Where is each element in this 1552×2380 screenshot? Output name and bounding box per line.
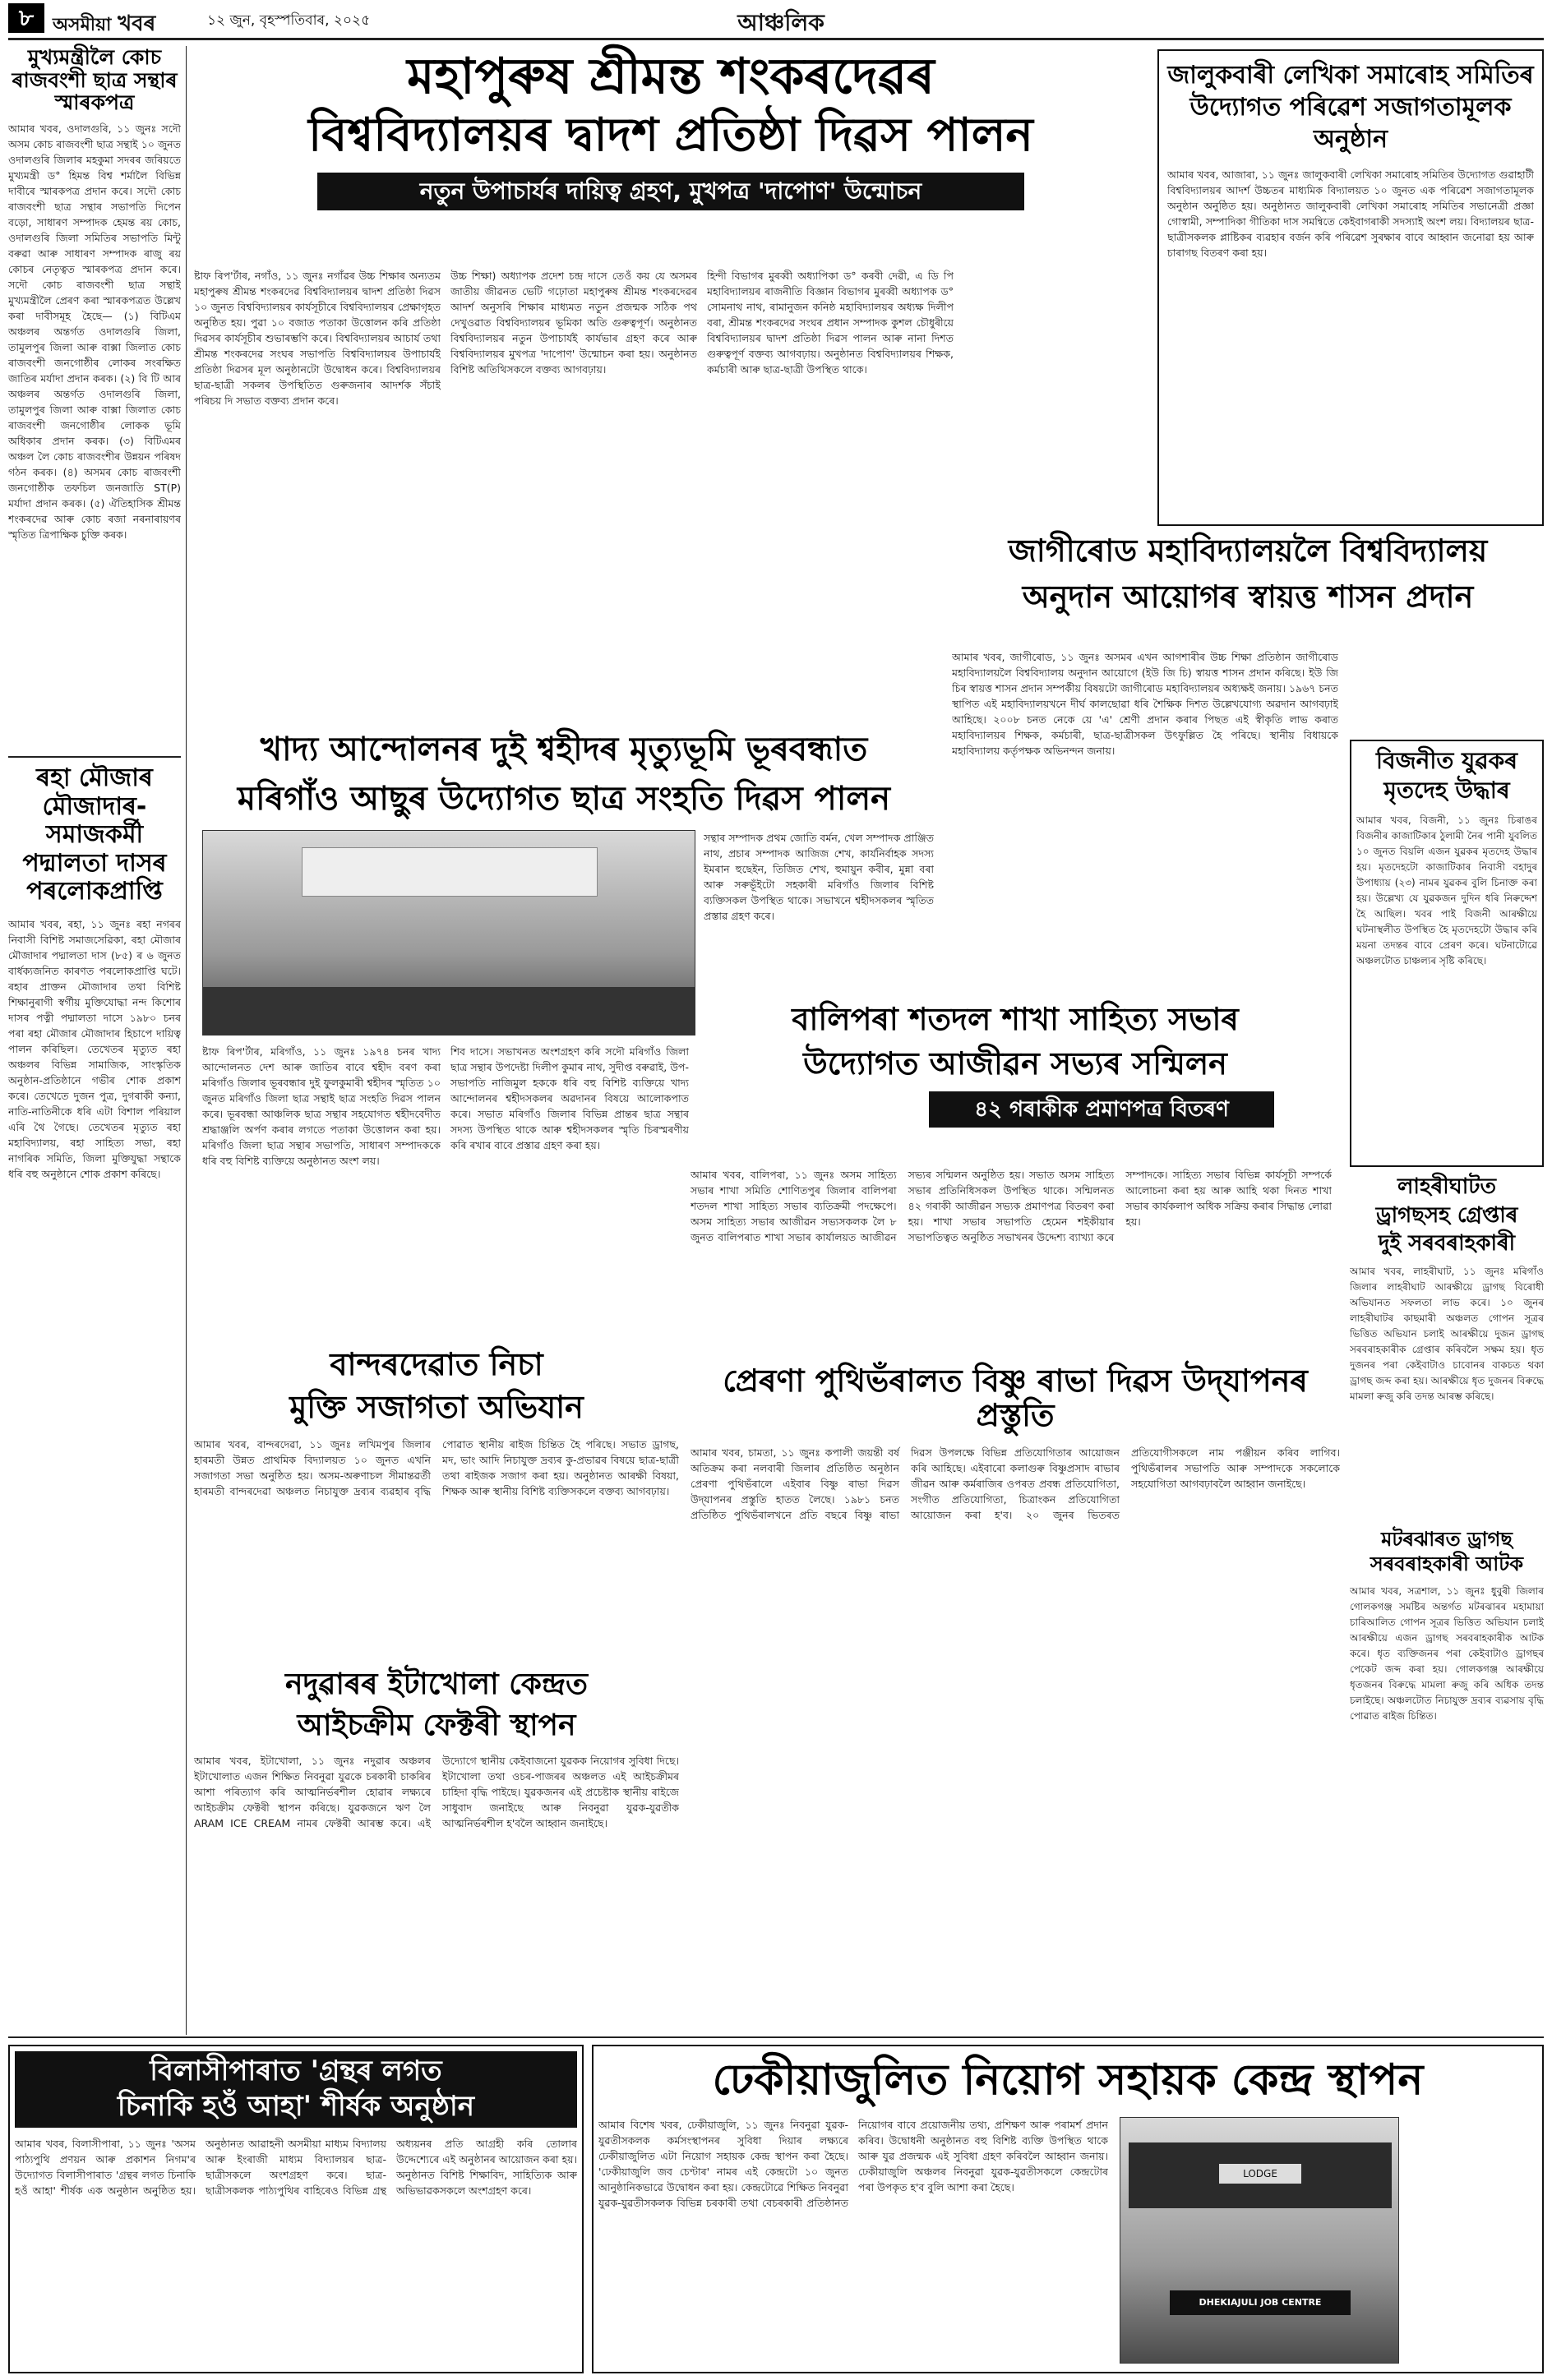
article-body: আমাৰ খবৰ, বিলাসীপাৰা, ১১ জুনঃ 'অসম পাঠ্যপুথি প্ৰণয়ন আৰু প্ৰকাশন নিগম'ৰ উদ্যোগত বিলাসীপাৰাত 'গ্ৰন্থৰ লগত চিনাকি হওঁ আহা' শীৰ্ষক এক অনুষ্ঠান অনুষ্ঠিত হয়। অনুষ্ঠানত আৱাহনী অসমীয়া মাধ্যম বিদ্যালয় আৰু ইংৰাজী মাধ্যম বিদ্যালয়ৰ ছাত্ৰ-ছাত্ৰীসকলে অংশগ্ৰহণ কৰে। ছাত্ৰ-ছাত্ৰীসকলক পাঠ্যপুথিৰ বাহিৰেও বিভিন্ন গ্ৰন্থ অধ্যয়নৰ প্ৰতি আগ্ৰহী কৰি তোলাৰ উদ্দেশ্যেৰে এই অনুষ্ঠানৰ আয়োজন কৰা হয়। অনুষ্ঠানত বিশিষ্ট শিক্ষাবিদ, সাহিত্যিক আৰু অভিভাৱকসকলে অংশগ্ৰহণ কৰে। — [15, 2137, 577, 2197]
article-column-1: ষ্টাফ ৰিপ'ৰ্টাৰ, নগাঁও, ১১ জুনঃ নগাঁৱৰ উচ্চ শিক্ষাৰ অন্যতম মহাপুৰুষ শ্ৰীমন্ত শংকৰদেৱ বিশ্ববিদ্যালয়ৰ দ্বাদশ প্ৰতিষ্ঠা দিৱস ১০ জুনত বিশ্ববিদ্যালয়ৰ কাৰ্যসূচীৰে বিশ্ববিদ্যালয়ৰ প্ৰেক্ষাগৃহত অনুষ্ঠিত হয়। পুৱা ১০ বজাত পতাকা উত্তোলন কৰি প্ৰতিষ্ঠা দিৱসৰ কাৰ্যসূচীৰ শুভাৰম্ভণি কৰে। বিশ্ববিদ্যালয়ৰ আচাৰ্য তথা শ্ৰীমন্ত শংকৰদেৱ সংঘৰ সভাপতি বিশ্ববিদ্যালয়ৰ উপাচাৰ্যই প্ৰতিষ্ঠা দিৱসৰ মূল অনুষ্ঠানটো উদ্বোধন কৰে। বিশ্ববিদ্যালয়ৰ ছাত্ৰ-ছাত্ৰী সকলৰ উপস্থিতিত গুৰুজনাৰ আদৰ্শক সঁচাই পৰিচয় দি সভাত বক্তব্য প্ৰদান কৰে। — [194, 270, 441, 407]
divider — [8, 756, 181, 758]
masthead-rule — [8, 38, 1544, 40]
article-cm-cooch — [8, 46, 181, 753]
article-prerana — [691, 1364, 1340, 1874]
headline-line1: খাদ্য আন্দোলনৰ দুই শ্বহীদৰ মৃত্যুভূমি ভূৰবন্ধাত — [260, 731, 868, 768]
headline-line2: অনুদান আয়োগৰ স্বায়ত্ত শাসন প্ৰদান — [1022, 578, 1474, 615]
headline-line2: বিশ্ববিদ্যালয়ৰ দ্বাদশ প্ৰতিষ্ঠা দিৱস পালন — [308, 108, 1033, 162]
article-body: আমাৰ খবৰ, সত্ৰশাল, ১১ জুনঃ ধুবুৰী জিলাৰ গোলকগঞ্জ সমষ্টিৰ অন্তৰ্গত মটৰঝাৰৰ মহামায়া চাৰিআলিত গোপন সূত্ৰৰ ভিত্তিত অভিযান চলাই আৰক্ষীয়ে এজন ড্ৰাগছ সৰবৰাহকাৰীক আটক কৰে। ধৃত ব্যক্তিজনৰ পৰা কেইবাটাও ড্ৰাগছৰ পেকেট জব্দ কৰা হয়। গোলকগঞ্জ আৰক্ষীয়ে ধৃতজনৰ বিৰুদ্ধে মামলা ৰুজু কৰি অধিক তদন্ত চলাইছে। অঞ্চলটোত নিচাযুক্ত দ্ৰব্যৰ ব্যৱসায় বৃদ্ধি পোৱাত ৰাইজ চিন্তিত। — [1350, 1584, 1544, 1722]
job-centre-photo — [1120, 2117, 1399, 2364]
article-body: আমাৰ খবৰ, বিজনী, ১১ জুনঃ চিৰাঙৰ বিজনীৰ কাজাটিকাৰ ঠুলামী নৈৰ পানী যুবলিত ১০ জুনত বিয়লি এজন যুৱকৰ মৃতদেহ উদ্ধাৰ হয়। মৃতদেহটো কাজাটিকাৰ নিবাসী বহাদুৰ উপাধ্যায় (২৩) নামৰ যুৱকৰ বুলি চিনাক্ত কৰা হয়। উল্লেখ্য যে যুৱকজন দুদিন ধৰি নিৰুদ্দেশ হৈ আছিল। খবৰ পাই বিজনী আৰক্ষীয়ে ঘটনাস্থলীত উপস্থিত হৈ মৃতদেহটো উদ্ধাৰ কৰি ময়না তদন্তৰ বাবে প্ৰেৰণ কৰে। ঘটনাটোৱে অঞ্চলটোত চাঞ্চল্যৰ সৃষ্টি কৰিছে। — [1356, 814, 1537, 966]
article-lahorighat — [1350, 1175, 1544, 1520]
article-jagiroad-body: আমাৰ খবৰ, জাগীৰোড, ১১ জুনঃ অসমৰ এখন আগশাৰীৰ উচ্চ শিক্ষা প্ৰতিষ্ঠান জাগীৰোড মহাবিদ্যালয়লৈ বিশ্ববিদ্যালয় অনুদান আয়োগে (ইউ জি চি) স্বায়ত্ত শাসন প্ৰদান কৰিছে। ইউ জি চিৰ স্বায়ত্ত শাসন প্ৰদান সম্পৰ্কীয় বিষয়টো জাগীৰোড মহাবিদ্যালয়ৰ অধ্যক্ষই জনায়। ১৯৬৭ চনত স্থাপিত এই মহাবিদ্যালয়খনে দীৰ্ঘ কালছোৱা ধৰি শৈক্ষিক দিশত উল্লেখযোগ্য অৱদান আগবঢ়াই আহিছে। ২০০৮ চনত নেকে য়ে 'এ' শ্ৰেণী প্ৰদান কৰাৰ পিছত এই স্বীকৃতি লাভ কৰাত মহাবিদ্যালয়ৰ শিক্ষক, কৰ্মচাৰী, ছাত্ৰ-ছাত্ৰীসকল উৎফুল্লিত হৈ পৰিছে। স্থানীয় বিধায়কে মহাবিদ্যালয় কৰ্তৃপক্ষক অভিনন্দন জনায়। — [952, 651, 1338, 757]
masthead — [0, 0, 1552, 36]
headline: জালুকবাৰী লেখিকা সমাৰোহ সমিতিৰ উদ্যোগত পৰিৱেশ সজাগতামূলক অনুষ্ঠান — [1167, 61, 1534, 154]
divider — [8, 2036, 1544, 2038]
headline-block — [15, 2051, 577, 2128]
event-photo — [202, 830, 695, 1035]
article-baliphara — [691, 1003, 1340, 1348]
headline-line2: চিনাকি হওঁ আহা' শীৰ্ষক অনুষ্ঠান — [117, 2090, 475, 2124]
section-name: আঞ্চলিক — [737, 9, 824, 36]
page-number: ৮ — [8, 3, 44, 33]
building-sign: LODGE — [1219, 2164, 1301, 2184]
headline: বিজনীত যুৱকৰ মৃতদেহ উদ্ধাৰ — [1376, 747, 1517, 805]
headline: ৰহা মৌজাৰ মৌজাদাৰ-সমাজকৰ্মী পদ্মালতা দাসৰ পৰলোকপ্ৰাপ্তি — [22, 763, 167, 906]
paper-name-a: অসমীয়া — [53, 15, 112, 35]
headline-line1: জাগীৰোড মহাবিদ্যালয়লৈ বিশ্ববিদ্যালয় — [1008, 533, 1488, 569]
article-body: আমাৰ খবৰ, ওদালগুৰি, ১১ জুনঃ সদৌ অসম কোচ ৰাজবংশী ছাত্ৰ সন্থাই ১০ জুনত ওদালগুৰি জিলাৰ মহকুমা সদৰৰ জৰিয়তে মুখ্যমন্ত্ৰী ড° হিমন্ত বিশ্ব শৰ্মালৈ বিভিন্ন দাবীৰে স্মাৰকপত্ৰ প্ৰদান কৰে। সদৌ কোচ ৰাজবংশী ছাত্ৰ সন্থাৰ সভাপতি দিপেন বড়ো, সাধাৰণ সম্পাদক হেমন্ত ৰয় কোচ, ওদালগুৰি জিলা সমিতিৰ সভাপতি মিন্টু বৰুৱা আৰু সাধাৰণ সম্পাদক ৰাজু ৰয় কোচৰ নেতৃত্বত স্মাৰকপত্ৰ প্ৰদান কৰে। সদৌ কোচ ৰাজবংশী ছাত্ৰ সন্থাই মুখ্যমন্ত্ৰীলৈ প্ৰেৰণ কৰা স্মাৰকপত্ৰত উল্লেখ কৰা দাবীসমূহ হৈছে— (১) বিটিএম অঞ্চলৰ অন্তৰ্গত ওদালগুৰি জিলা, তামুলপুৰ জিলা আৰু বাক্সা জিলাত কোচ ৰাজবংশী জনগোষ্ঠীৰ লোকৰ সংৰক্ষিত জাতিৰ মৰ্যাদা প্ৰদান কৰক। (২) বি টি আৰ অঞ্চলৰ অন্তৰ্গত ওদালগুৰি জিলা, তামুলপুৰ জিলা আৰু বাক্সা জিলাত কোচ ৰাজবংশী জনগোষ্ঠীৰ লোকক ভূমি অধিকাৰ প্ৰদান কৰক। (৩) বিটিএমৰ অঞ্চল লৈ কোচ ৰাজবংশীৰ উন্নয়ন পৰিষদ গঠন কৰক। (৪) অসমৰ কোচ ৰাজবংশী জনগোষ্ঠীক তফচিল জনজাতি ST(P) মৰ্যাদা প্ৰদান কৰক। (৫) ঐতিহাসিক শ্ৰীমন্ত শংকৰদেৱ আৰু কোচ ৰজা নৰনাৰায়ণৰ স্মৃতিত ত্ৰিপাক্ষিক চুক্তি কৰক। — [8, 122, 181, 541]
subheadline: ৪২ গৰাকীক প্ৰমাণপত্ৰ বিতৰণ — [929, 1091, 1274, 1128]
headline-line1: নদুৱাৰৰ ইটাখোলা কেন্দ্ৰত — [284, 1667, 589, 1701]
article-bandar — [194, 1348, 679, 1660]
article-column-3: সন্থাৰ সম্পাদক প্ৰথম জোতি বৰ্মন, খেল সম্পাদক প্ৰাঞ্জিত নাথ, প্ৰচাৰ সম্পাদক আজিজ শেখ, কাৰ্যনিৰ্বাহক সদস্য ইমৰান হুছেইন, তিজিত শেখ, হুমায়ুন কবীৰ, মুন্না বৰা আৰু সৰুভূঁইটো সহকাৰী মৰিগাঁও জিলাৰ বিশিষ্ট ব্যক্তিসকল উপস্থিত থাকে। সভাখনে শ্বহীদসকলৰ স্মৃতিত প্ৰস্তাৱ গ্ৰহণ কৰে। — [704, 832, 934, 922]
article-bijnit — [1350, 740, 1544, 1167]
article-body: আমাৰ বিশেষ খবৰ, ঢেকীয়াজুলি, ১১ জুনঃ নিবনুৱা যুৱক-যুৱতীসকলক কৰ্মসংস্থাপনৰ সুবিধা দিয়াৰ লক্ষ্যৰে ঢেকীয়াজুলিত এটা নিয়োগ সহায়ক কেন্দ্ৰ স্থাপন কৰা হৈছে। 'ঢেকীয়াজুলি জব চেণ্টাৰ' নামৰ এই কেন্দ্ৰটো ১০ জুনত আনুষ্ঠানিকভাৱে উদ্বোধন কৰা হয়। কেন্দ্ৰটোৱে শিক্ষিত নিবনুৱা যুৱক-যুৱতীসকলক বিভিন্ন চৰকাৰী তথা বেচৰকাৰী প্ৰতিষ্ঠানত নিয়োগৰ বাবে প্ৰয়োজনীয় তথ্য, প্ৰশিক্ষণ আৰু পৰামৰ্শ প্ৰদান কৰিব। উদ্বোধনী অনুষ্ঠানত বহু বিশিষ্ট ব্যক্তি উপস্থিত থাকে আৰু যুৱ প্ৰজন্মক এই সুবিধা গ্ৰহণ কৰিবলৈ আহ্বান জনায়। ঢেকীয়াজুলি অঞ্চলৰ নিবনুৱা যুৱক-যুৱতীসকলে কেন্দ্ৰটোৰ পৰা উপকৃত হ'ব বুলি আশা কৰা হৈছে। — [598, 2119, 1108, 2209]
headline-line1: বালিপৰা শতদল শাখা সাহিত্য সভাৰ — [792, 1001, 1239, 1037]
article-column-2: শিব দাসে। সভাখনত অংশগ্ৰহণ কৰি সদৌ মৰিগাঁও জিলা ছাত্ৰ সন্থাৰ উপদেষ্টা দিলীপ কুমাৰ নাথ, সুদীপ্ত বৰুৱাই, উপ-সভাপতি নাজিমুল হককে ধৰি বহু বিশিষ্ট ব্যক্তিয়ে খাদ্য আন্দোলনৰ শ্বহীদসকলৰ অৱদানৰ বিষয়ে আলোকপাত কৰে। সভাত মৰিগাঁও জিলাৰ বিভিন্ন প্ৰান্তৰ ছাত্ৰ সন্থাৰ সদস্য উপস্থিত থাকে আৰু শ্বহীদসকলৰ স্মৃতি চিৰস্মৰণীয় কৰি ৰখাৰ বাবে প্ৰস্তাৱ গ্ৰহণ কৰা হয়। — [450, 1045, 689, 1151]
article-raha-mouza — [8, 764, 181, 1948]
article-icecream — [194, 1668, 679, 2013]
headline: ঢেকীয়াজুলিত নিয়োগ সহায়ক কেন্দ্ৰ স্থাপন — [712, 2055, 1424, 2105]
article-matarjhar — [1350, 1529, 1544, 1874]
column-rule — [186, 46, 187, 2035]
headline-line3: দুই সৰবৰাহকাৰী — [1378, 1231, 1516, 1257]
headline-line2: সৰবৰাহকাৰী আটক — [1370, 1552, 1524, 1576]
article-body: আমাৰ খবৰ, বান্দৰদেৱা, ১১ জুনঃ লখিমপুৰ জিলাৰ হাৰমতী উন্নত প্ৰাথমিক বিদ্যালয়ত ১০ জুনত এখনি সজাগতা সভা অনুষ্ঠিত হয়। অসম-অৰুণাচল সীমান্তৱৰ্তী হাৰমতী বান্দৰদেৱা অঞ্চলত নিচাযুক্ত দ্ৰব্যৰ ব্যৱহাৰ বৃদ্ধি পোৱাত স্থানীয় ৰাইজ চিন্তিত হৈ পৰিছে। সভাত ড্ৰাগছ, মদ, ভাং আদি নিচাযুক্ত দ্ৰব্যৰ কু-প্ৰভাৱৰ বিষয়ে ছাত্ৰ-ছাত্ৰী তথা ৰাইজক সজাগ কৰা হয়। অনুষ্ঠানত আৰক্ষী বিষয়া, শিক্ষক আৰু স্থানীয় বিশিষ্ট ব্যক্তিসকলে বক্তব্য আগবঢ়ায়। — [194, 1437, 679, 1497]
headline-line1: বিলাসীপাৰাত 'গ্ৰন্থৰ লগত — [150, 2055, 442, 2087]
headline: মুখ্যমন্ত্ৰীলৈ কোচ ৰাজবংশী ছাত্ৰ সন্থাৰ স্মাৰকপত্ৰ — [12, 45, 178, 114]
headline-line2: ড্ৰাগছসহ গ্ৰেপ্তাৰ — [1375, 1202, 1518, 1228]
article-column-3: হিন্দী বিভাগৰ মুৰব্বী অধ্যাপিকা ড° কৰবী দেৱী, এ ডি পি মহাবিদ্যালয়ৰ ৰাজনীতি বিজ্ঞান বিভাগৰ মুৰব্বী অধ্যাপক ড° সোমনাথ নাথ, ৰামানুজন কনিষ্ঠ মহাবিদ্যালয়ৰ অধ্যক্ষ দিলীপ বৰা, শ্ৰীমন্ত শংকৰদেৱ সংঘৰ প্ৰধান সম্পাদক কুশল চৌধুৰীয়ে বিশ্ববিদ্যালয়ৰ দ্বাদশ প্ৰতিষ্ঠা দিৱস পালন আৰু নানা দিশত গুৰুত্বপূৰ্ণ বক্তব্য আগবঢ়ায়। অনুষ্ঠানত বিশ্ববিদ্যালয়ৰ শিক্ষক, কৰ্মচাৰী আৰু ছাত্ৰ-ছাত্ৰী উপস্থিত থাকে। — [707, 270, 954, 376]
headline-line2: মৰিগাঁও আছুৰ উদ্যোগত ছাত্ৰ সংহতি দিৱস পালন — [237, 780, 891, 818]
article-body: আমাৰ খবৰ, ইটাখোলা, ১১ জুনঃ নদুৱাৰ অঞ্চলৰ ইটাখোলাত এজন শিক্ষিত নিবনুৱা যুৱকে চৰকাৰী চাকৰিৰ আশা পৰিত্যাগ কৰি আত্মনিৰ্ভৰশীল হোৱাৰ লক্ষ্যৰে আইচক্ৰীম ফেক্টৰী স্থাপন কৰিছে। যুৱকজনে ঋণ লৈ ARAM ICE CREAM নামৰ ফেক্টৰী আৰম্ভ কৰে। এই উদ্যোগে স্থানীয় কেইবাজনো যুৱকক নিয়োগৰ সুবিধা দিছে। ইটাখোলা তথা ওচৰ-পাজৰৰ অঞ্চলত এই আইচক্ৰীমৰ চাহিদা বৃদ্ধি পাইছে। যুৱকজনৰ এই প্ৰচেষ্টাক স্থানীয় ৰাইজে সাধুবাদ জনাইছে আৰু নিবনুৱা যুৱক-যুৱতীক আত্মনিৰ্ভৰশীল হ'বলৈ আহ্বান জনাইছে। — [194, 1755, 679, 1830]
headline-line1: লাহৰীঘাটত — [1397, 1174, 1496, 1199]
photo-sign: DHEKIAJULI JOB CENTRE — [1170, 2290, 1351, 2315]
article-bilasipara — [8, 2045, 584, 2373]
paper-name-b: খবৰ — [118, 12, 156, 36]
headline-line2: মুক্তি সজাগতা অভিযান — [289, 1388, 584, 1425]
article-column-1: ষ্টাফ ৰিপ'ৰ্টাৰ, মৰিগাঁও, ১১ জুনঃ ১৯৭৪ চনৰ খাদ্য আন্দোলনত দেশ আৰু জাতিৰ বাবে শ্বহীদ বৰণ কৰা মৰিগাঁও জিলাৰ ভূৰবন্ধাৰ দুই ফুলকুমাৰী শ্বহীদৰ স্মৃতিত ১০ জুনত মৰিগাঁও জিলা ছাত্ৰ সন্থাই ছাত্ৰ সংহতি দিৱস পালন কৰে। ভূৰবন্ধা আঞ্চলিক ছাত্ৰ সন্থাৰ সহযোগত শ্বহীদবেদীত শ্ৰদ্ধাঞ্জলি অৰ্পণ কৰাৰ লগতে পতাকা উত্তোলন কৰা হয়। মৰিগাঁও জিলা ছাত্ৰ সন্থাৰ সভাপতি, সাধাৰণ সম্পাদককে ধৰি বহু বিশিষ্ট ব্যক্তিয়ে অনুষ্ঠানত অংশ লয়। — [202, 1045, 441, 1167]
paper-name — [53, 7, 217, 36]
article-body: আমাৰ খবৰ, চামতা, ১১ জুনঃ কপালী জয়ন্তী বৰ্ষ অতিক্ৰম কৰা নলবাৰী জিলাৰ প্ৰতিষ্ঠিত অনুষ্ঠান প্ৰেৰণা পুথিভঁৰালে এইবাৰ বিষ্ণু ৰাভা দিৱস উদ্‌যাপনৰ প্ৰস্তুতি হাতত লৈছে। ১৯৮১ চনত প্ৰতিষ্ঠিত পুথিভঁৰালখনে প্ৰতি বছৰে বিষ্ণু ৰাভা দিৱস উপলক্ষে বিভিন্ন প্ৰতিযোগিতাৰ আয়োজন কৰি আহিছে। এইবাৰো কলাগুৰু বিষ্ণুপ্ৰসাদ ৰাভাৰ জীৱন আৰু কৰ্মৰাজিৰ ওপৰত প্ৰবন্ধ প্ৰতিযোগিতা, সংগীত প্ৰতিযোগিতা, চিত্ৰাংকন প্ৰতিযোগিতা আয়োজন কৰা হ'ব। ২০ জুনৰ ভিতৰত প্ৰতিযোগীসকলে নাম পঞ্জীয়ন কৰিব লাগিব। পুথিভঁৰালৰ সভাপতি আৰু সম্পাদকে সকলোকে সহযোগিতা আগবঢ়াবলৈ আহ্বান জনাইছে। — [691, 1446, 1340, 1521]
headline-line1: মহাপুৰুষ শ্ৰীমন্ত শংকৰদেৱৰ — [407, 48, 935, 105]
issue-date: ১২ জুন, বৃহস্পতিবাৰ, ২০২৫ — [207, 12, 371, 29]
headline-line2: উদ্যোগত আজীৱন সভ্যৰ সন্মিলন — [803, 1045, 1227, 1082]
article-dhekiajuli — [592, 2045, 1544, 2373]
headline-line2: আইচক্ৰীম ফেক্টৰী স্থাপন — [297, 1708, 576, 1742]
article-jalukbari — [1157, 49, 1544, 526]
article-column-2: উচ্চ শিক্ষা) অধ্যাপক প্ৰদেশ চন্দ্ৰ দাসে তেওঁ কয় যে অসমৰ জাতীয় জীৱনত ভেটি গঢ়োতা মহাপুৰুষ শ্ৰীমন্ত শংকৰদেৱৰ আদৰ্শ অনুসৰি শিক্ষাৰ মাধ্যমত নতুন প্ৰজন্মক সঠিক পথ দেখুওৱাত বিশ্ববিদ্যালয়ৰ ভূমিকা অতি গুৰুত্বপূৰ্ণ। অনুষ্ঠানত বিশ্ববিদ্যালয়ৰ নতুন উপাচাৰ্যই কাৰ্যভাৰ গ্ৰহণ কৰে আৰু বিশ্ববিদ্যালয়ৰ মুখপত্ৰ 'দাপোণ' উন্মোচন কৰা হয়। অনুষ্ঠানত বিশিষ্ট অতিথিসকলে বক্তব্য আগবঢ়ায়। — [450, 270, 697, 376]
article-body: আমাৰ খবৰ, আজাৰা, ১১ জুনঃ জালুকবাৰী লেখিকা সমাৰোহ সমিতিৰ উদ্যোগত গুৱাহাটী বিশ্ববিদ্যালয়ৰ আদৰ্শ উচ্চতৰ মাধ্যমিক বিদ্যালয়ত ১০ জুনত এক পৰিৱেশ সজাগতামূলক অনুষ্ঠান অনুষ্ঠিত হয়। অনুষ্ঠানত জালুকবাৰী লেখিকা সমাৰোহ সমিতিৰ সভানেত্ৰী প্ৰজ্ঞা গোস্বামী, সম্পাদিকা গীতিকা দাস সমন্বিতে কেইবাগৰাকী সদস্যাই অংশ লয়। বিদ্যালয়ৰ ছাত্ৰ-ছাত্ৰীসকলক প্লাষ্টিকৰ ব্যৱহাৰ বৰ্জন কৰি পৰিৱেশ সুৰক্ষাৰ বাবে আহ্বান জনোৱা হয় আৰু চাৰাগছ বিতৰণ কৰা হয়। — [1167, 168, 1534, 259]
headline-line1: মটৰঝাৰত ড্ৰাগছ — [1381, 1528, 1513, 1551]
article-body: আমাৰ খবৰ, ৰহা, ১১ জুনঃ ৰহা নগৰৰ নিবাসী বিশিষ্ট সমাজসেৱিকা, ৰহা মৌজাৰ মৌজাদাৰ পদ্মালতা দাস (৮৫) ৰ ৬ জুনত বাৰ্ধক্যজনিত কাৰণত পৰলোকপ্ৰাপ্তি ঘটে। ৰহাৰ প্ৰাক্তন মৌজাদাৰ তথা বিশিষ্ট শিক্ষানুৰাগী স্বৰ্গীয় মুক্তিযোদ্ধা নন্দ কিশোৰ দাসৰ পত্নী পদ্মালতা দাসে ১৯৮০ চনৰ পৰা ৰহা মৌজাৰ মৌজাদাৰ হিচাপে দায়িত্ব পালন কৰিছিল। তেখেতৰ মৃত্যুত ৰহা অঞ্চলৰ বিভিন্ন সামাজিক, সাংস্কৃতিক অনুষ্ঠান-প্ৰতিষ্ঠানে গভীৰ শোক প্ৰকাশ কৰে। তেখেতে দুজন পুত্ৰ, দুগৰাকী কন্যা, নাতি-নাতিনীকে ধৰি এটা বিশাল পৰিয়াল এৰি থৈ গৈছে। তেখেতৰ মৃত্যুত ৰহা মহাবিদ্যালয়, ৰহা সাহিত্য সভা, ৰহা নাগৰিক সমিতি, জিলা মুক্তিযুদ্ধা সন্থাকে ধৰি বহু অনুষ্ঠানে শোক প্ৰকাশ কৰিছে। — [8, 917, 181, 1180]
article-body: আমাৰ খবৰ, লাহৰীঘাট, ১১ জুনঃ মৰিগাঁও জিলাৰ লাহৰীঘাট আৰক্ষীয়ে ড্ৰাগছ বিৰোধী অভিযানত সফলতা লাভ কৰে। ১০ জুনৰ লাহৰীঘাটৰ কাছমাৰী অঞ্চলত গোপন সূত্ৰৰ ভিত্তিত অভিযান চলাই আৰক্ষীয়ে দুজন ড্ৰাগছ সৰবৰাহকাৰীক গ্ৰেপ্তাৰ কৰিবলৈ সক্ষম হয়। ধৃত দুজনৰ পৰা কেইবাটাও চাবোনৰ বাকচত থকা ড্ৰাগছ জব্দ কৰা হয়। আৰক্ষীয়ে ধৃত দুজনৰ বিৰুদ্ধে মামলা ৰুজু কৰি তদন্ত আৰম্ভ কৰিছে। — [1350, 1265, 1544, 1402]
subheadline: নতুন উপাচাৰ্যৰ দায়িত্ব গ্ৰহণ, মুখপত্ৰ 'দাপোণ' উন্মোচন — [317, 173, 1024, 210]
article-body: আমাৰ খবৰ, বালিপৰা, ১১ জুনঃ অসম সাহিত্য সভাৰ শাখা সমিতি শোণিতপুৰ জিলাৰ বালিপৰা শতদল শাখা সাহিত্য সভাৰ ব্যতিক্ৰমী পদক্ষেপে। অসম সাহিত্য সভাৰ আজীৱন সভ্যসকলক লৈ ৮ জুনত বালিপৰাত শাখা সভাৰ কাৰ্যালয়ত আজীৱন সভ্যৰ সন্মিলন অনুষ্ঠিত হয়। সভাত অসম সাহিত্য সভাৰ প্ৰতিনিধিসকল উপস্থিত থাকে। সন্মিলনত ৪২ গৰাকী আজীৱন সভ্যক প্ৰমাণপত্ৰ বিতৰণ কৰা হয়। শাখা সভাৰ সভাপতি হেমেন শইকীয়াৰ সভাপতিত্বত অনুষ্ঠিত সভাখনৰ উদ্দেশ্য ব্যাখ্যা কৰে সম্পাদকে। সাহিত্য সভাৰ বিভিন্ন কাৰ্যসূচী সম্পৰ্কে আলোচনা কৰা হয় আৰু আহি থকা দিনত শাখা সভাৰ কাৰ্যকলাপ অধিক সক্ৰিয় কৰাৰ সিদ্ধান্ত লোৱা হয়। — [691, 1169, 1332, 1243]
table — [203, 987, 695, 1035]
banner — [302, 847, 598, 897]
article-body-cont — [1407, 2117, 1537, 2364]
headline-line1: বান্দৰদেৱাত নিচা — [330, 1346, 543, 1382]
headline: প্ৰেৰণা পুথিভঁৰালত বিষ্ণু ৰাভা দিৱস উদ্‌যাপনৰ প্ৰস্তুতি — [723, 1363, 1308, 1433]
